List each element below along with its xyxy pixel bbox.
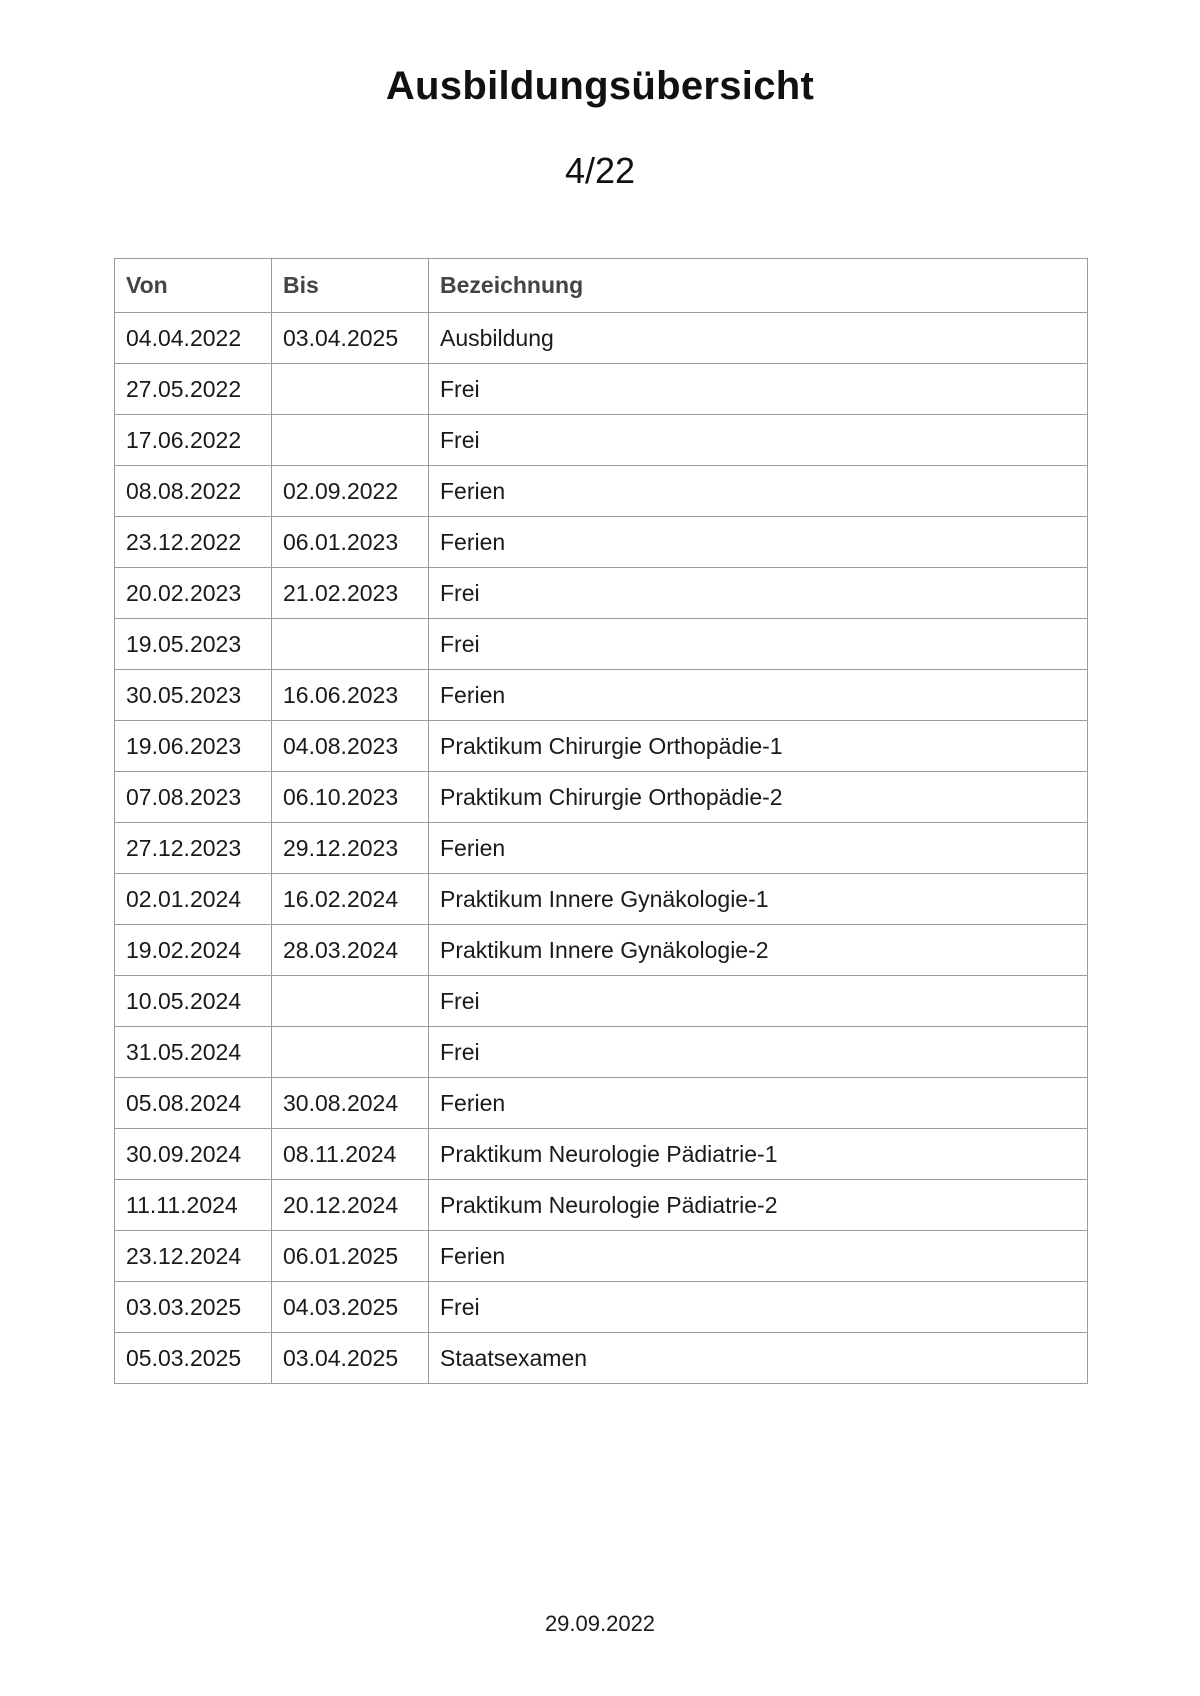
table-row — [115, 1027, 1088, 1078]
cell-von: 19.05.2023 — [115, 619, 272, 670]
cell-bezeichnung: Ausbildung — [429, 313, 1088, 364]
cell-bezeichnung: Frei — [429, 568, 1088, 619]
page-title: Ausbildungsübersicht — [385, 64, 815, 108]
cell-bis: 03.04.2025 — [272, 313, 429, 364]
table-row — [115, 517, 1088, 568]
cell-bezeichnung: Frei — [429, 415, 1088, 466]
cell-bezeichnung: Praktikum Neurologie Pädiatrie-1 — [429, 1129, 1088, 1180]
table-row — [115, 670, 1088, 721]
cell-von: 31.05.2024 — [115, 1027, 272, 1078]
cell-von: 30.09.2024 — [115, 1129, 272, 1180]
table-row — [115, 823, 1088, 874]
footer-date: 29.09.2022 — [544, 1611, 656, 1636]
cell-bis: 30.08.2024 — [272, 1078, 429, 1129]
cell-von: 08.08.2022 — [115, 466, 272, 517]
cell-bis: 04.08.2023 — [272, 721, 429, 772]
cell-bis: 08.11.2024 — [272, 1129, 429, 1180]
cell-bis: 03.04.2025 — [272, 1333, 429, 1384]
column-header-von: Von — [115, 259, 272, 313]
cell-von: 03.03.2025 — [115, 1282, 272, 1333]
cell-bezeichnung: Ferien — [429, 1078, 1088, 1129]
table-row — [115, 721, 1088, 772]
cell-bis — [272, 619, 429, 670]
column-header-bis: Bis — [272, 259, 429, 313]
cell-bis — [272, 364, 429, 415]
table-row — [115, 976, 1088, 1027]
table-row — [115, 619, 1088, 670]
cell-bis — [272, 976, 429, 1027]
table-row — [115, 925, 1088, 976]
page-indicator: 4/22 — [564, 150, 636, 191]
cell-bis: 21.02.2023 — [272, 568, 429, 619]
cell-bezeichnung: Ferien — [429, 670, 1088, 721]
cell-bis: 06.01.2025 — [272, 1231, 429, 1282]
table-row — [115, 313, 1088, 364]
cell-bezeichnung: Frei — [429, 1282, 1088, 1333]
cell-von: 05.03.2025 — [115, 1333, 272, 1384]
cell-von: 11.11.2024 — [115, 1180, 272, 1231]
cell-von: 07.08.2023 — [115, 772, 272, 823]
cell-bezeichnung: Frei — [429, 1027, 1088, 1078]
cell-von: 23.12.2022 — [115, 517, 272, 568]
cell-bis — [272, 415, 429, 466]
cell-von: 02.01.2024 — [115, 874, 272, 925]
cell-bis: 28.03.2024 — [272, 925, 429, 976]
cell-von: 27.05.2022 — [115, 364, 272, 415]
table-row — [115, 364, 1088, 415]
cell-bis: 04.03.2025 — [272, 1282, 429, 1333]
table-row — [115, 568, 1088, 619]
cell-bezeichnung: Praktikum Chirurgie Orthopädie-2 — [429, 772, 1088, 823]
table-header — [115, 259, 1088, 313]
cell-von: 27.12.2023 — [115, 823, 272, 874]
cell-bezeichnung: Frei — [429, 619, 1088, 670]
cell-bezeichnung: Ferien — [429, 1231, 1088, 1282]
table-row — [115, 1180, 1088, 1231]
table-row — [115, 466, 1088, 517]
cell-bis: 16.06.2023 — [272, 670, 429, 721]
table-body — [115, 313, 1088, 1384]
table-row — [115, 415, 1088, 466]
cell-von: 17.06.2022 — [115, 415, 272, 466]
cell-bezeichnung: Ferien — [429, 823, 1088, 874]
cell-bis: 02.09.2022 — [272, 466, 429, 517]
table-row — [115, 772, 1088, 823]
cell-von: 23.12.2024 — [115, 1231, 272, 1282]
cell-bezeichnung: Frei — [429, 976, 1088, 1027]
cell-von: 19.06.2023 — [115, 721, 272, 772]
cell-bezeichnung: Praktikum Chirurgie Orthopädie-1 — [429, 721, 1088, 772]
cell-bis: 16.02.2024 — [272, 874, 429, 925]
cell-bezeichnung: Ferien — [429, 466, 1088, 517]
cell-bezeichnung: Frei — [429, 364, 1088, 415]
table-row — [115, 874, 1088, 925]
cell-bis: 29.12.2023 — [272, 823, 429, 874]
cell-bis: 06.10.2023 — [272, 772, 429, 823]
table-row — [115, 1129, 1088, 1180]
cell-bezeichnung: Ferien — [429, 517, 1088, 568]
cell-von: 20.02.2023 — [115, 568, 272, 619]
column-header-bezeichnung: Bezeichnung — [429, 259, 1088, 313]
cell-bis — [272, 1027, 429, 1078]
training-table-container — [114, 258, 1087, 1384]
cell-bezeichnung: Praktikum Innere Gynäkologie-2 — [429, 925, 1088, 976]
cell-bis: 06.01.2023 — [272, 517, 429, 568]
cell-bis: 20.12.2024 — [272, 1180, 429, 1231]
cell-bezeichnung: Praktikum Innere Gynäkologie-1 — [429, 874, 1088, 925]
table-row — [115, 1231, 1088, 1282]
cell-von: 05.08.2024 — [115, 1078, 272, 1129]
training-table — [114, 258, 1088, 1384]
cell-von: 30.05.2023 — [115, 670, 272, 721]
cell-bezeichnung: Staatsexamen — [429, 1333, 1088, 1384]
cell-von: 10.05.2024 — [115, 976, 272, 1027]
table-row — [115, 1282, 1088, 1333]
cell-von: 04.04.2022 — [115, 313, 272, 364]
table-row — [115, 1333, 1088, 1384]
table-header-row — [115, 259, 1088, 313]
cell-bezeichnung: Praktikum Neurologie Pädiatrie-2 — [429, 1180, 1088, 1231]
cell-von: 19.02.2024 — [115, 925, 272, 976]
table-row — [115, 1078, 1088, 1129]
